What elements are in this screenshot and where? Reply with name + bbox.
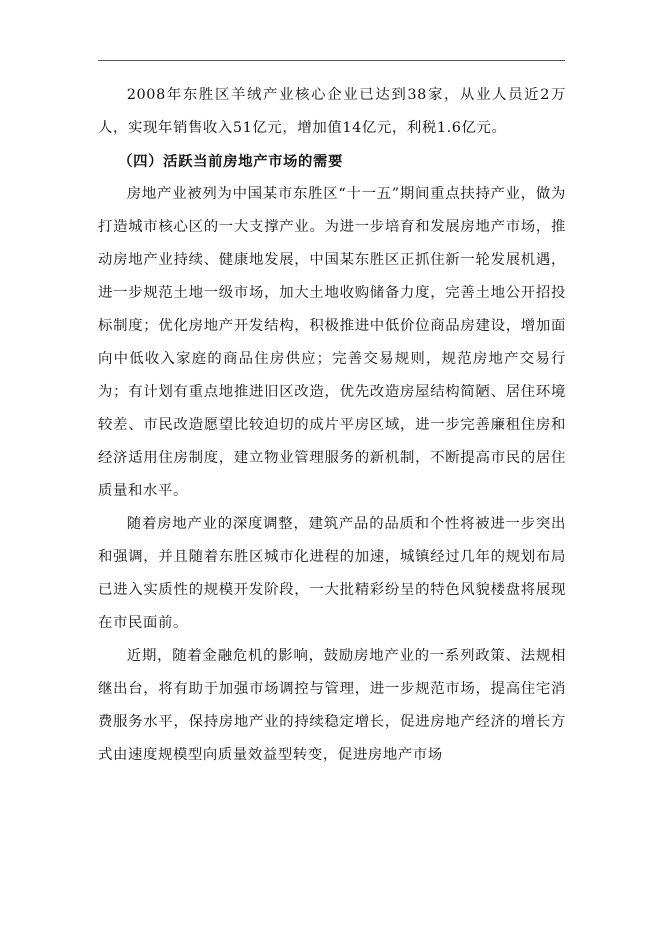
section-heading: （四）活跃当前房地产市场的需要: [118, 153, 344, 170]
header-rule: [98, 60, 565, 61]
paragraph-real-estate-policy: 房地产业被列为中国某市东胜区“十一五”期间重点扶持产业，做为打造城市核心区的一大支撑产业。为进一步培育和发展房地产市场，推动房地产业持续、健康地发展，中国某东胜区正抓住新一轮发展机遇，进一步规范土地一级市场，加大土地收购储备力度，完善土地公开招投标制度；优化房地产开发结构，积极推进中低价位商品房建设，增加面向中低收入家庭的商品住房供应；完善交易规则，规范房地产交易行为；有计划有重点地推进旧区改造，优先改造房屋结构简陋、居住环境较差、市民改造愿望比较迫切的成片平房区域，进一步完善廉租住房和经济适用住房制度，建立物业管理服务的新机制，不断提高市民的居住质量和水平。: [98, 186, 566, 499]
paragraph-financial-crisis: 近期，随着金融危机的影响，鼓励房地产业的一系列政策、法规相继出台，将有助于加强市场调控与管理，进一步规范市场，提高住宅消费服务水平，保持房地产业的持续稳定增长，促进房地产经济的增长方式由速度规模型向质量效益型转变，促进房地产市场: [98, 648, 566, 763]
document-body: [98, 79, 566, 772]
paragraph-cashmere-industry: 2008年东胜区羊绒产业核心企业已达到38家，从业人员近2万人，实现年销售收入51亿元，增加值14亿元，利税1.6亿元。: [98, 87, 566, 136]
paragraph-market-adjustment: 随着房地产业的深度调整，建筑产品的品质和个性将被进一步突出和强调，并且随着东胜区城市化进程的加速，城镇经过几年的规划布局已进入实质性的规模开发阶段，一大批精彩纷呈的特色风貌楼盘将展现在市民面前。: [98, 516, 566, 631]
